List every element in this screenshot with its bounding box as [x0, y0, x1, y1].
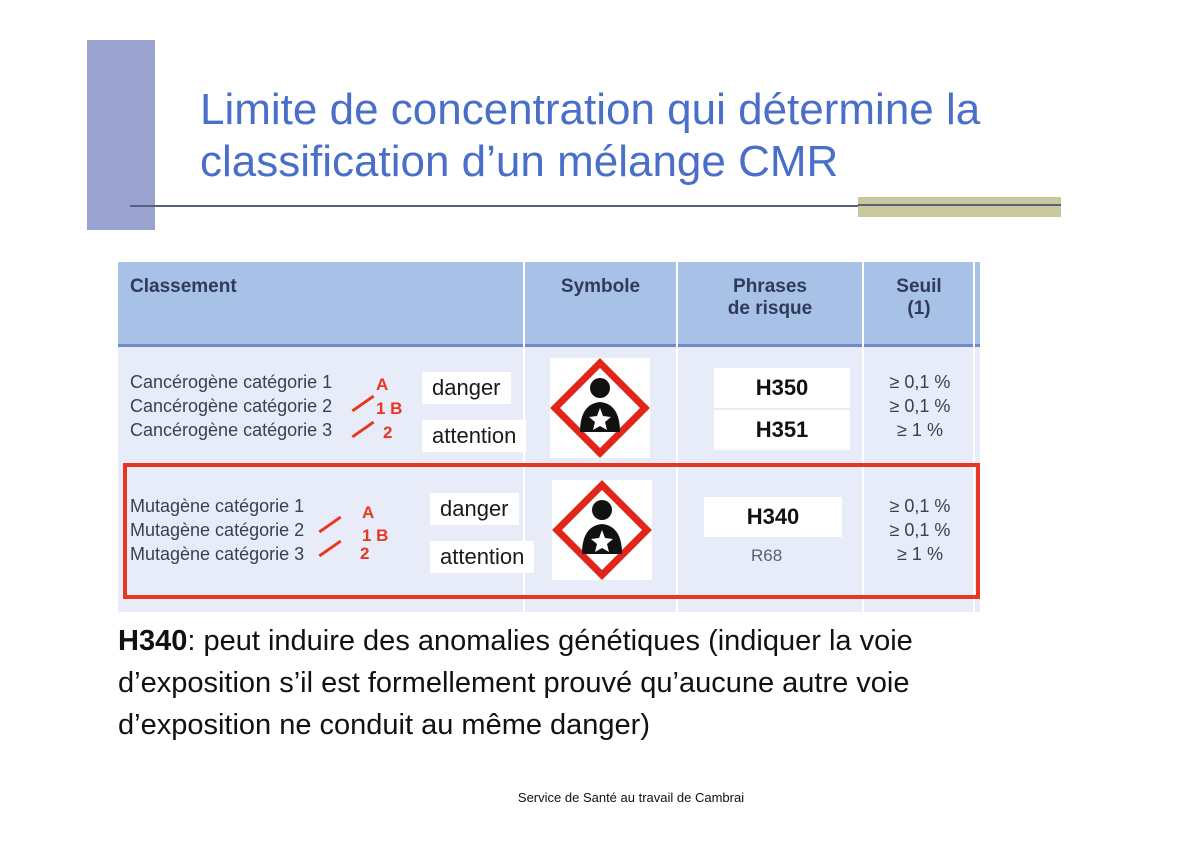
threshold-value: ≥ 0,1 %: [889, 496, 951, 516]
ghs-health-hazard-icon: [550, 358, 650, 458]
hazard-description-text: : peut induire des anomalies génétiques (indiquer la voie d’exposition s’il est formellement prouvé qu’aucune autre voie d’exposition ne conduit au même danger): [118, 625, 913, 741]
title-line-2: classification d’un mélange CMR: [200, 137, 839, 186]
header-classement: Classement: [130, 276, 237, 297]
header-phrases-line-1: Phrases: [733, 276, 807, 297]
category-label-a: A: [376, 375, 389, 394]
carcinogen-thresholds: [880, 370, 960, 442]
title-line-1: Limite de concentration qui détermine la: [200, 85, 981, 134]
slide-title: [200, 84, 1100, 188]
signal-word-danger: danger: [422, 372, 511, 404]
mutagen-row: Mutagène catégorie 2: [130, 520, 305, 540]
mutagen-row: Mutagène catégorie 3: [130, 544, 305, 564]
hazard-description-code: H340: [118, 625, 188, 657]
category-label-1b: 1 B: [376, 399, 403, 418]
category-label-2: 2: [383, 423, 393, 442]
category-label-1b: 1 B: [362, 526, 389, 545]
hazard-description: [118, 620, 1018, 746]
old-risk-phrase: R68: [751, 546, 783, 565]
threshold-value: ≥ 0,1 %: [889, 396, 951, 416]
threshold-value: ≥ 0,1 %: [889, 520, 951, 540]
header-symbole: Symbole: [560, 276, 641, 297]
threshold-value: ≥ 1 %: [897, 420, 943, 440]
signal-word-danger: danger: [430, 493, 519, 525]
carcinogen-row: Cancérogène catégorie 1: [130, 372, 333, 392]
hazard-code-h350: H350: [714, 368, 850, 408]
signal-word-attention: attention: [422, 420, 526, 452]
header-phrases-line-2: de risque: [727, 298, 813, 319]
header-seuil-line-1: Seuil: [896, 276, 942, 297]
hazard-code-h351: H351: [714, 410, 850, 450]
header-seuil: [866, 276, 972, 320]
header-phrases: [678, 276, 862, 320]
hazard-code-h340: H340: [704, 497, 842, 537]
threshold-value: ≥ 1 %: [897, 544, 943, 564]
signal-word-attention: attention: [430, 541, 534, 573]
mutagen-row: Mutagène catégorie 1: [130, 496, 305, 516]
category-label-2: 2: [360, 544, 370, 563]
slide-footer: Service de Santé au travail de Cambrai: [517, 790, 745, 805]
title-rule-accent: [858, 197, 1061, 217]
header-seuil-line-2: (1): [907, 298, 931, 319]
category-label-a: A: [362, 503, 375, 522]
carcinogen-row: Cancérogène catégorie 3: [130, 420, 333, 440]
accent-bar: [87, 40, 155, 230]
ghs-health-hazard-icon: [552, 480, 652, 580]
carcinogen-rows: [130, 370, 332, 442]
threshold-value: ≥ 0,1 %: [889, 372, 951, 392]
carcinogen-row: Cancérogène catégorie 2: [130, 396, 333, 416]
